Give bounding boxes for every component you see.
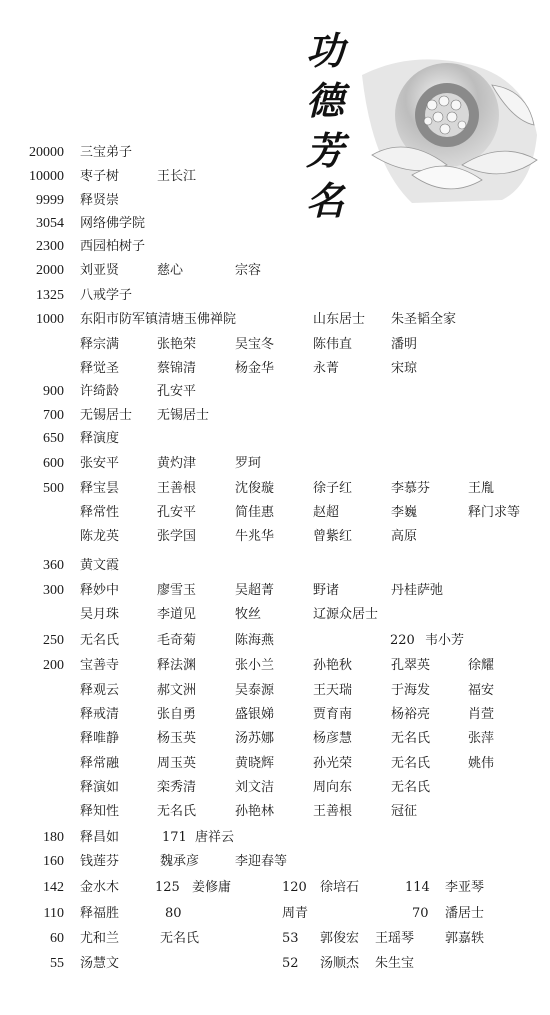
- donor-name: 释常性: [80, 505, 120, 520]
- donor-row: [0, 309, 550, 331]
- donor-name: 释知性: [80, 804, 120, 819]
- donor-name: 杨玉英: [157, 731, 197, 746]
- donor-name: 赵超: [313, 505, 340, 520]
- donor-name: 无锡居士: [157, 408, 210, 423]
- donor-row: [0, 604, 550, 626]
- donor-name: 徐耀: [468, 658, 495, 673]
- donor-name: 王善根: [157, 481, 197, 496]
- donation-amount: 360: [43, 558, 64, 573]
- donation-amount: 9999: [36, 193, 64, 208]
- donor-name: 郭嘉轶: [445, 931, 485, 946]
- donor-name: 孙光荣: [313, 756, 353, 771]
- donor-name: 冠征: [391, 804, 418, 819]
- donor-row: [0, 827, 550, 849]
- donor-row: [0, 580, 550, 602]
- donor-name: 沈俊璇: [235, 481, 275, 496]
- donor-name: 廖雪玉: [157, 583, 197, 598]
- donor-row: [0, 334, 550, 356]
- donor-name: 释唯静: [80, 731, 120, 746]
- donor-name: 网络佛学院: [80, 216, 146, 231]
- donation-amount: 110: [43, 906, 64, 921]
- donor-name: 孙艳林: [235, 804, 275, 819]
- donor-name: 无名氏: [160, 931, 200, 946]
- donor-row: [0, 928, 550, 950]
- donor-name: 魏承彦: [160, 854, 200, 869]
- donor-name: 53: [282, 931, 299, 946]
- donor-name: 80: [165, 906, 182, 921]
- donor-name: 吴月珠: [80, 607, 120, 622]
- donor-name: 罗珂: [235, 456, 262, 471]
- donor-name: 丹桂萨弛: [391, 583, 444, 598]
- donor-row: [0, 213, 550, 235]
- donor-name: 贾育南: [313, 707, 353, 722]
- donor-name: 李慕芬: [391, 481, 431, 496]
- donor-name: 牛兆华: [235, 529, 275, 544]
- donor-row: [0, 502, 550, 524]
- donor-name: 汤苏娜: [235, 731, 275, 746]
- donor-name: 无名氏: [157, 804, 197, 819]
- donation-amount: 60: [50, 931, 64, 946]
- donor-name: 释觉圣: [80, 361, 120, 376]
- donation-amount: 250: [43, 633, 64, 648]
- donor-name: 无名氏: [391, 731, 431, 746]
- donor-row: [0, 777, 550, 799]
- donor-name: 李道见: [157, 607, 197, 622]
- donor-name: 周青: [282, 906, 309, 921]
- donor-name: 栾秀清: [157, 780, 197, 795]
- donor-name: 金水木: [80, 880, 120, 895]
- donor-name: 永菁: [313, 361, 340, 376]
- donor-name: 简佳惠: [235, 505, 275, 520]
- donor-name: 杨裕亮: [391, 707, 431, 722]
- donor-name: 李亚琴: [445, 880, 485, 895]
- donor-name: 宋琼: [391, 361, 418, 376]
- donor-name: 毛奇菊: [157, 633, 197, 648]
- donor-row: [0, 405, 550, 427]
- donor-name: 牧丝: [235, 607, 262, 622]
- donor-name: 宗容: [235, 263, 262, 278]
- donor-name: 周向东: [313, 780, 353, 795]
- donor-name: 王善根: [313, 804, 353, 819]
- donor-name: 张安平: [80, 456, 120, 471]
- donor-name: 171: [162, 830, 187, 845]
- donor-name: 于海发: [391, 683, 431, 698]
- donor-name: 刘文洁: [235, 780, 275, 795]
- donor-row: [0, 381, 550, 403]
- donor-name: 陈龙英: [80, 529, 120, 544]
- donation-amount: 300: [43, 583, 64, 598]
- donor-name: 潘明: [391, 337, 418, 352]
- donor-name: 无名氏: [80, 633, 120, 648]
- donor-name: 唐祥云: [195, 830, 235, 845]
- donor-name: 钱莲芬: [80, 854, 120, 869]
- donor-name: 释福胜: [80, 906, 120, 921]
- donor-row: [0, 142, 550, 164]
- title-char: 功: [305, 28, 344, 73]
- donation-amount: 142: [43, 880, 64, 895]
- donor-name: 114: [405, 880, 430, 895]
- donation-amount: 500: [43, 481, 64, 496]
- donor-row: [0, 236, 550, 258]
- donor-name: 孔安平: [157, 384, 197, 399]
- donor-name: 无名氏: [391, 780, 431, 795]
- donor-name: 黄文霞: [80, 558, 120, 573]
- donor-name: 125: [155, 880, 180, 895]
- title-char: 芳: [305, 128, 344, 173]
- donor-name: 52: [282, 956, 299, 971]
- donor-name: 高原: [391, 529, 418, 544]
- donor-name: 王瑶琴: [375, 931, 415, 946]
- donor-name: 慈心: [157, 263, 184, 278]
- donation-amount: 1325: [36, 288, 64, 303]
- donor-name: 姜修庸: [192, 880, 232, 895]
- donor-name: 120: [282, 880, 307, 895]
- donation-amount: 160: [43, 854, 64, 869]
- donor-name: 黄灼津: [157, 456, 197, 471]
- donor-name: 刘亚贤: [80, 263, 120, 278]
- donor-name: 野诸: [313, 583, 340, 598]
- donor-name: 许绮龄: [80, 384, 120, 399]
- donor-name: 西园柏树子: [80, 239, 146, 254]
- donor-name: 福安: [468, 683, 495, 698]
- donation-amount: 200: [43, 658, 64, 673]
- donor-name: 陈海燕: [235, 633, 275, 648]
- donor-name: 王长江: [157, 169, 197, 184]
- donor-row: [0, 260, 550, 282]
- donor-name: 释常融: [80, 756, 120, 771]
- donor-name: 张小兰: [235, 658, 275, 673]
- donor-name: 释昌如: [80, 830, 120, 845]
- donor-row: [0, 680, 550, 702]
- donor-name: 释演如: [80, 780, 120, 795]
- donor-name: 王天瑞: [313, 683, 353, 698]
- donor-row: [0, 285, 550, 307]
- donor-name: 韦小芳: [425, 633, 465, 648]
- title-char: 德: [305, 78, 344, 123]
- donor-name: 黄晓辉: [235, 756, 275, 771]
- donor-name: 吴泰源: [235, 683, 275, 698]
- donor-row: [0, 166, 550, 188]
- donor-name: 释贤崇: [80, 193, 120, 208]
- donation-amount: 20000: [29, 145, 64, 160]
- donor-row: [0, 190, 550, 212]
- donor-row: [0, 453, 550, 475]
- donor-name: 张艳荣: [157, 337, 197, 352]
- donor-name: 周玉英: [157, 756, 197, 771]
- donor-row: [0, 630, 550, 652]
- donor-name: 姚伟: [468, 756, 495, 771]
- donor-row: [0, 526, 550, 548]
- donor-name: 张学国: [157, 529, 197, 544]
- donor-name: 70: [412, 906, 429, 921]
- donor-row: [0, 953, 550, 975]
- donor-name: 宝善寺: [80, 658, 120, 673]
- donor-name: 朱生宝: [375, 956, 415, 971]
- donor-name: 李巍: [391, 505, 418, 520]
- donor-row: [0, 851, 550, 873]
- donor-name: 无名氏: [391, 756, 431, 771]
- title-char: 名: [305, 178, 344, 223]
- donor-name: 枣子树: [80, 169, 120, 184]
- donor-name: 八戒学子: [80, 288, 133, 303]
- donor-name: 释戒清: [80, 707, 120, 722]
- donor-name: 辽源众居士: [313, 607, 379, 622]
- donor-name: 无锡居士: [80, 408, 133, 423]
- donor-name: 释观云: [80, 683, 120, 698]
- donor-name: 曾紫红: [313, 529, 353, 544]
- donor-row: [0, 877, 550, 899]
- donor-name: 郭俊宏: [320, 931, 360, 946]
- donor-row: [0, 704, 550, 726]
- donor-name: 释宝昙: [80, 481, 120, 496]
- donor-name: 蔡锦清: [157, 361, 197, 376]
- donation-amount: 700: [43, 408, 64, 423]
- donor-name: 释门求等: [468, 505, 521, 520]
- donor-name: 徐培石: [320, 880, 360, 895]
- donor-name: 潘居士: [445, 906, 485, 921]
- donor-name: 山东居士: [313, 312, 366, 327]
- donor-row: [0, 478, 550, 500]
- donation-amount: 55: [50, 956, 64, 971]
- donor-name: 张萍: [468, 731, 495, 746]
- donor-name: 释法渊: [157, 658, 197, 673]
- donor-name: 东阳市防军镇清塘玉佛禅院: [80, 312, 237, 327]
- donor-name: 孙艳秋: [313, 658, 353, 673]
- donor-row: [0, 903, 550, 925]
- donation-amount: 900: [43, 384, 64, 399]
- donor-name: 吴超菁: [235, 583, 275, 598]
- donor-name: 汤慧文: [80, 956, 120, 971]
- donor-name: 汤顺杰: [320, 956, 360, 971]
- donor-name: 杨金华: [235, 361, 275, 376]
- donor-name: 陈伟直: [313, 337, 353, 352]
- donor-name: 徐子红: [313, 481, 353, 496]
- donor-name: 释妙中: [80, 583, 120, 598]
- donor-name: 220: [390, 633, 415, 648]
- donor-name: 朱圣韬全家: [391, 312, 457, 327]
- donor-name: 张自勇: [157, 707, 197, 722]
- donation-amount: 3054: [36, 216, 64, 231]
- donor-name: 盛银娣: [235, 707, 275, 722]
- donor-name: 孔安平: [157, 505, 197, 520]
- donation-amount: 650: [43, 431, 64, 446]
- donation-amount: 2300: [36, 239, 64, 254]
- donation-amount: 180: [43, 830, 64, 845]
- donor-name: 王胤: [468, 481, 495, 496]
- donor-name: 孔翠英: [391, 658, 431, 673]
- donor-row: [0, 358, 550, 380]
- donor-row: [0, 801, 550, 823]
- donor-name: 释演度: [80, 431, 120, 446]
- donor-name: 杨彦慧: [313, 731, 353, 746]
- donor-row: [0, 655, 550, 677]
- donor-name: 肖萱: [468, 707, 495, 722]
- donor-name: 郝文洲: [157, 683, 197, 698]
- donor-name: 李迎春等: [235, 854, 288, 869]
- donation-amount: 10000: [29, 169, 64, 184]
- donor-row: [0, 753, 550, 775]
- donation-amount: 2000: [36, 263, 64, 278]
- donor-name: 三宝弟子: [80, 145, 133, 160]
- donation-amount: 1000: [36, 312, 64, 327]
- donor-name: 吴宝冬: [235, 337, 275, 352]
- donor-row: [0, 728, 550, 750]
- donation-amount: 600: [43, 456, 64, 471]
- donor-row: [0, 428, 550, 450]
- donor-name: 释宗满: [80, 337, 120, 352]
- donor-row: [0, 555, 550, 577]
- donor-name: 尤和兰: [80, 931, 120, 946]
